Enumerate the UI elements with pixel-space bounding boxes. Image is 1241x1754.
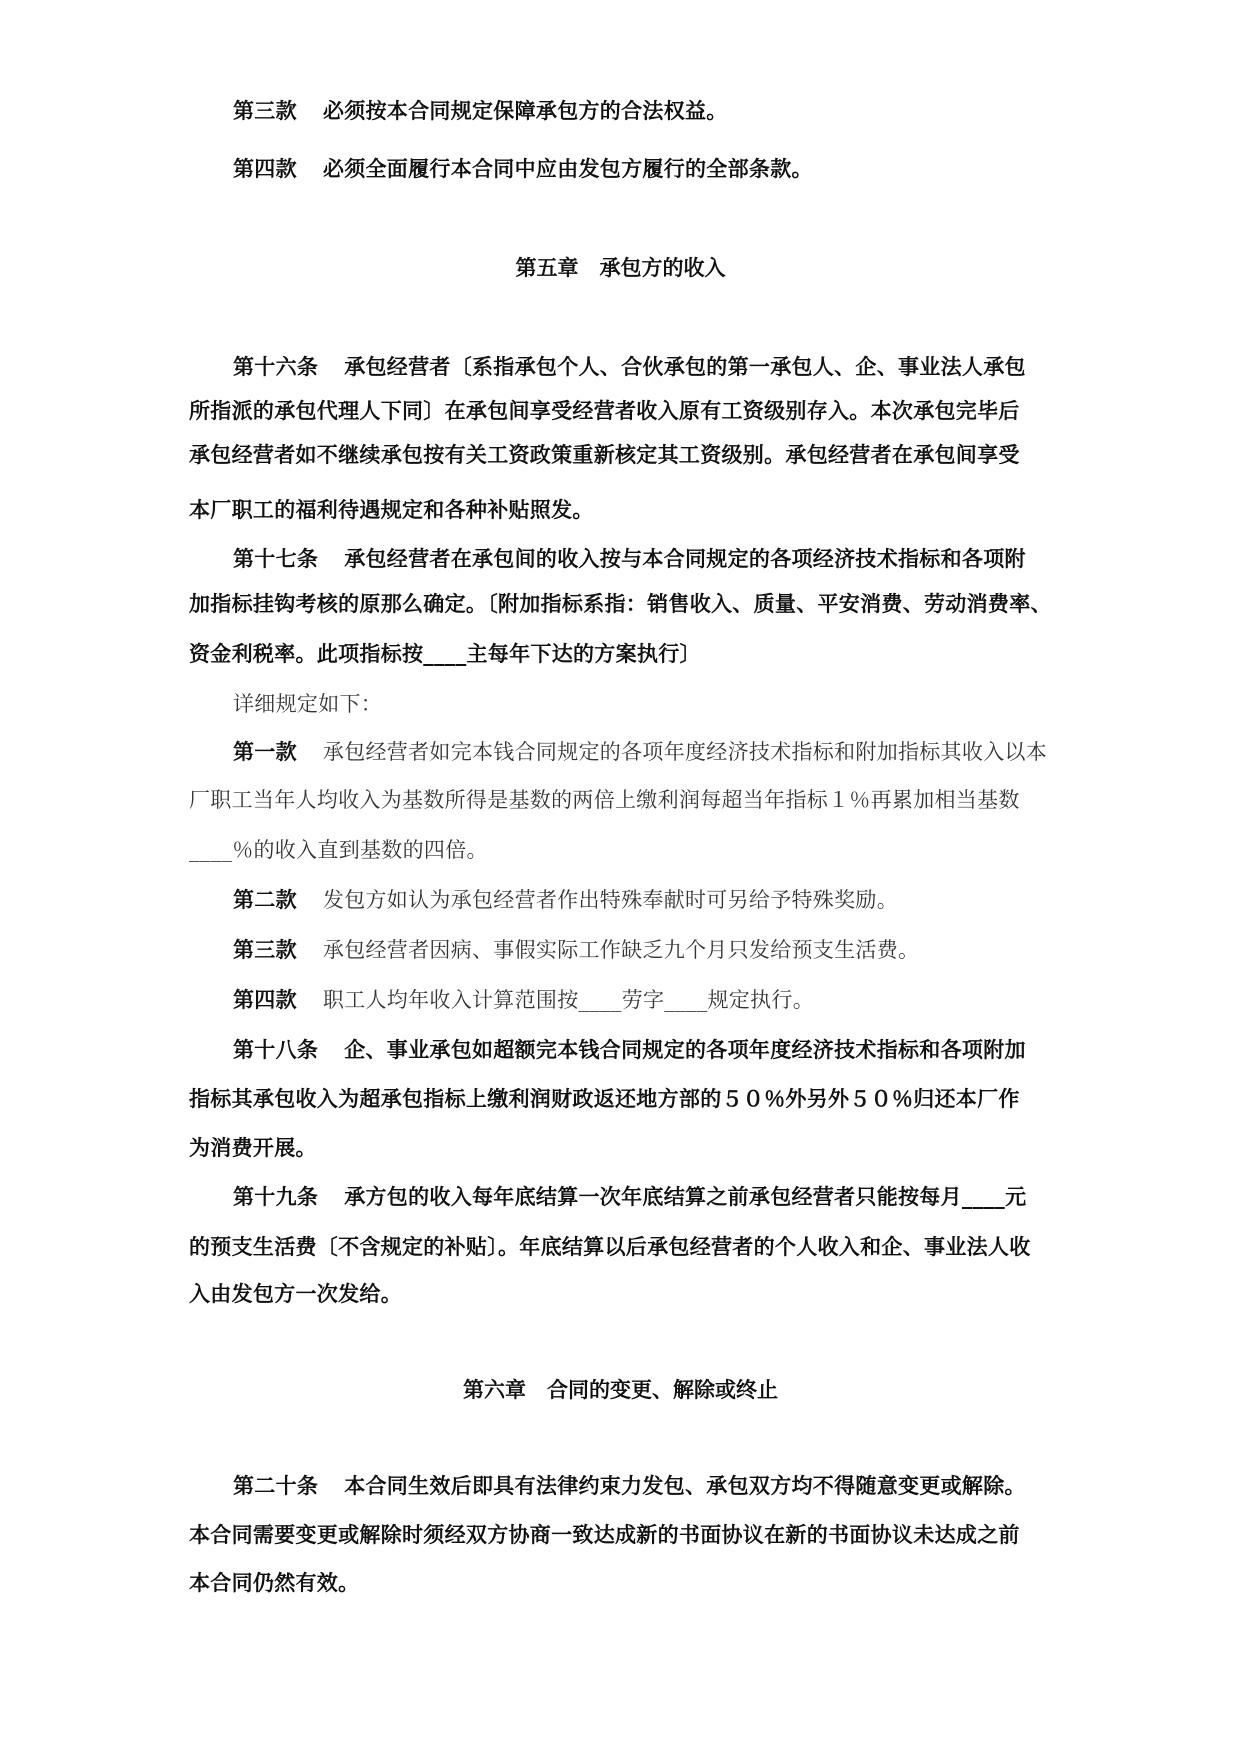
article-lead: 第十六条 — [233, 354, 319, 379]
clause-line: 厂职工当年人均收入为基数所得是基数的两倍上缴利润每超当年指标１％再累加相当基数 — [189, 788, 1020, 812]
article-lead: 第十九条 — [233, 1184, 319, 1209]
article-text: 承包经营者〔系指承包个人、合伙承包的第一承包人、企、事业法人承包 — [344, 354, 1026, 379]
article-line — [233, 1472, 1026, 1500]
clause-line — [233, 936, 919, 964]
article-line: 指标其承包收入为超承包指标上缴利润财政返还地方部的５０％外另外５０％归还本厂作 — [189, 1086, 1020, 1111]
detail-intro: 详细规定如下： — [233, 692, 383, 716]
article-text: 承包经营者在承包间的收入按与本合同规定的各项经济技术指标和各项附 — [344, 546, 1026, 571]
article-line — [233, 545, 1026, 573]
article-lead: 第二十条 — [233, 1473, 319, 1498]
article-line: 本合同需要变更或解除时须经双方协商一致达成新的书面协议在新的书面协议未达成之前 — [189, 1522, 1020, 1547]
clause-line — [233, 97, 728, 125]
clause-text: 承包经营者如完本钱合同规定的各项年度经济技术指标和附加指标其收入以本 — [322, 740, 1048, 764]
article-line: 承包经营者如不继续承包按有关工资政策重新核定其工资级别。承包经营者在承包间享受 — [189, 442, 1020, 467]
chapter-heading: 第六章 合同的变更、解除或终止 — [463, 1377, 778, 1402]
article-line: 本合同仍然有效。 — [189, 1570, 360, 1595]
article-text: 企、事业承包如超额完本钱合同规定的各项年度经济技术指标和各项附加 — [344, 1037, 1026, 1062]
article-lead: 第十八条 — [233, 1037, 319, 1062]
clause-lead: 第一款 — [233, 739, 297, 764]
article-lead: 第十七条 — [233, 546, 319, 571]
article-text: 承方包的收入每年底结算一次年底结算之前承包经营者只能按每月____元 — [344, 1184, 1027, 1209]
article-line — [233, 1183, 1026, 1211]
clause-lead: 第三款 — [233, 937, 297, 962]
article-line: 为消费开展。 — [189, 1135, 317, 1160]
article-line: 资金利税率。此项指标按____主每年下达的方案执行〕 — [189, 641, 701, 666]
clause-line — [233, 986, 814, 1014]
clause-text: 必须全面履行本合同中应由发包方履行的全部条款。 — [322, 156, 813, 181]
clause-line — [233, 886, 898, 914]
clause-text: 职工人均年收入计算范围按____劳字____规定执行。 — [322, 988, 815, 1012]
chapter-heading: 第五章 承包方的收入 — [515, 255, 726, 280]
article-line: 加指标挂钩考核的原那么确定。〔附加指标系指：销售收入、质量、平安消费、劳动消费率、 — [189, 591, 1052, 616]
clause-line — [233, 155, 813, 183]
clause-lead: 第四款 — [233, 156, 297, 181]
clause-text: 承包经营者因病、事假实际工作缺乏九个月只发给预支生活费。 — [322, 938, 920, 962]
article-line: 的预支生活费〔不含规定的补贴〕。年底结算以后承包经营者的个人收入和企、事业法人收 — [189, 1234, 1031, 1259]
clause-lead: 第四款 — [233, 987, 297, 1012]
article-line — [233, 353, 1026, 381]
clause-text: 发包方如认为承包经营者作出特殊奉献时可另给予特殊奖励。 — [322, 888, 899, 912]
article-text: 本合同生效后即具有法律约束力发包、承包双方均不得随意变更或解除。 — [344, 1473, 1026, 1498]
article-line: 本厂职工的福利待遇规定和各种补贴照发。 — [189, 497, 594, 522]
clause-lead: 第二款 — [233, 887, 297, 912]
clause-line — [233, 738, 1047, 766]
clause-text: 必须按本合同规定保障承包方的合法权益。 — [322, 98, 728, 123]
clause-line: ____％的收入直到基数的四倍。 — [189, 838, 488, 862]
article-line — [233, 1036, 1026, 1064]
clause-lead: 第三款 — [233, 98, 297, 123]
article-line: 所指派的承包代理人下同〕在承包间享受经营者收入原有工资级别存入。本次承包完毕后 — [189, 398, 1020, 423]
article-line: 入由发包方一次发给。 — [189, 1281, 402, 1306]
